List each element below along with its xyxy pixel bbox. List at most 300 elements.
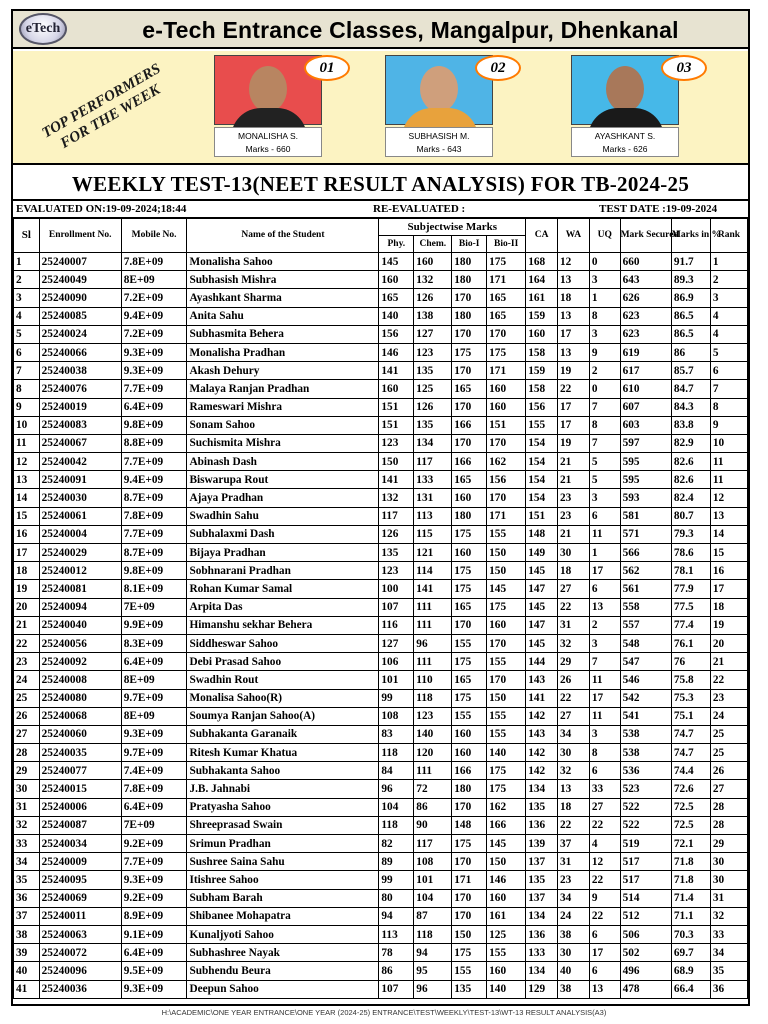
cell-rank: 6 [710,362,747,380]
performer-card-1 [214,55,335,159]
cell-student-name: Shreeprasad Swain [187,816,379,834]
cell-phy: 151 [379,416,414,434]
cell-rank: 14 [710,525,747,543]
cell-mark-secured: 562 [620,562,671,580]
cell-mobile: 9.1E+09 [121,925,187,943]
cell-chem: 108 [414,853,452,871]
cell-chem: 111 [414,653,452,671]
cell-wa: 13 [558,780,590,798]
cell-rank: 3 [710,289,747,307]
cell-bio2: 150 [487,562,526,580]
cell-bio2: 140 [487,744,526,762]
cell-phy: 104 [379,798,414,816]
cell-ca: 164 [526,271,558,289]
cell-mobile: 9.3E+09 [121,871,187,889]
cell-phy: 135 [379,544,414,562]
cell-rank: 28 [710,816,747,834]
cell-sl: 15 [14,507,40,525]
cell-marks-percent: 78.1 [671,562,710,580]
cell-wa: 13 [558,307,590,325]
cell-wa: 38 [558,925,590,943]
cell-wa: 21 [558,453,590,471]
col-ca: CA [526,219,558,253]
cell-sl: 12 [14,453,40,471]
cell-bio1: 175 [452,580,487,598]
cell-wa: 23 [558,489,590,507]
cell-student-name: Shibanee Mohapatra [187,907,379,925]
cell-mobile: 9.9E+09 [121,616,187,634]
cell-ca: 145 [526,598,558,616]
cell-marks-percent: 82.6 [671,453,710,471]
cell-mark-secured: 548 [620,634,671,652]
cell-ca: 136 [526,816,558,834]
cell-rank: 34 [710,944,747,962]
cell-sl: 16 [14,525,40,543]
cell-phy: 106 [379,653,414,671]
cell-mobile: 6.4E+09 [121,798,187,816]
cell-ca: 142 [526,744,558,762]
top-performers-tagline: TOP PERFORMERS FOR THE WEEK [39,60,164,152]
cell-sl: 37 [14,907,40,925]
cell-uq: 3 [589,489,620,507]
cell-phy: 160 [379,271,414,289]
cell-wa: 32 [558,762,590,780]
cell-phy: 107 [379,980,414,998]
cell-mobile: 7E+09 [121,598,187,616]
cell-enrollment: 25240038 [39,362,121,380]
cell-uq: 6 [589,580,620,598]
cell-uq: 0 [589,253,620,271]
top-performers-banner [13,51,748,165]
cell-chem: 123 [414,707,452,725]
cell-rank: 28 [710,798,747,816]
cell-bio2: 160 [487,962,526,980]
cell-wa: 18 [558,562,590,580]
cell-student-name: Kunaljyoti Sahoo [187,925,379,943]
cell-uq: 7 [589,653,620,671]
cell-chem: 96 [414,634,452,652]
cell-student-name: Subhalaxmi Dash [187,525,379,543]
cell-sl: 1 [14,253,40,271]
cell-ca: 158 [526,380,558,398]
cell-student-name: Sobhnarani Pradhan [187,562,379,580]
cell-bio2: 160 [487,889,526,907]
cell-ca: 143 [526,671,558,689]
cell-sl: 28 [14,744,40,762]
cell-enrollment: 25240081 [39,580,121,598]
cell-bio1: 170 [452,434,487,452]
cell-bio1: 160 [452,744,487,762]
table-row [14,580,748,598]
cell-student-name: Monalisha Sahoo [187,253,379,271]
col-enrollment: Enrollment No. [39,219,121,253]
performer-name-tag: SUBHASISH M. Marks - 643 [385,127,493,157]
cell-bio1: 166 [452,416,487,434]
cell-mark-secured: 542 [620,689,671,707]
cell-uq: 5 [589,453,620,471]
evaluation-meta [13,201,748,218]
cell-wa: 31 [558,616,590,634]
table-row [14,453,748,471]
cell-bio1: 180 [452,780,487,798]
cell-phy: 108 [379,707,414,725]
result-title: WEEKLY TEST-13(NEET RESULT ANALYSIS) FOR TB-2024-25 [13,167,748,201]
cell-phy: 141 [379,471,414,489]
cell-bio2: 150 [487,544,526,562]
performer-name-tag: MONALISHA S. Marks - 660 [214,127,322,157]
cell-chem: 86 [414,798,452,816]
cell-mark-secured: 517 [620,853,671,871]
cell-ca: 160 [526,325,558,343]
cell-rank: 27 [710,780,747,798]
cell-mark-secured: 541 [620,707,671,725]
table-row [14,780,748,798]
cell-phy: 132 [379,489,414,507]
cell-mobile: 8.3E+09 [121,634,187,652]
cell-phy: 100 [379,580,414,598]
cell-uq: 17 [589,562,620,580]
cell-chem: 115 [414,525,452,543]
cell-uq: 27 [589,798,620,816]
cell-mark-secured: 597 [620,434,671,452]
cell-marks-percent: 75.8 [671,671,710,689]
cell-marks-percent: 74.7 [671,744,710,762]
cell-bio2: 145 [487,835,526,853]
cell-bio2: 171 [487,271,526,289]
cell-sl: 24 [14,671,40,689]
cell-mark-secured: 502 [620,944,671,962]
cell-marks-percent: 83.8 [671,416,710,434]
cell-phy: 94 [379,907,414,925]
cell-enrollment: 25240029 [39,544,121,562]
cell-chem: 117 [414,835,452,853]
cell-uq: 13 [589,980,620,998]
cell-enrollment: 25240067 [39,434,121,452]
cell-uq: 3 [589,325,620,343]
table-row [14,816,748,834]
cell-ca: 154 [526,434,558,452]
cell-mobile: 9.4E+09 [121,307,187,325]
cell-enrollment: 25240072 [39,944,121,962]
cell-enrollment: 25240077 [39,762,121,780]
cell-uq: 2 [589,616,620,634]
cell-phy: 146 [379,343,414,361]
cell-mark-secured: 546 [620,671,671,689]
cell-wa: 24 [558,907,590,925]
cell-marks-percent: 71.8 [671,853,710,871]
cell-sl: 22 [14,634,40,652]
cell-rank: 19 [710,616,747,634]
table-row [14,325,748,343]
cell-mobile: 8.9E+09 [121,907,187,925]
cell-chem: 117 [414,453,452,471]
table-row [14,871,748,889]
cell-mobile: 9.3E+09 [121,980,187,998]
cell-chem: 111 [414,598,452,616]
cell-chem: 131 [414,489,452,507]
cell-marks-percent: 75.1 [671,707,710,725]
cell-bio2: 162 [487,798,526,816]
cell-wa: 17 [558,416,590,434]
table-row [14,398,748,416]
table-row [14,725,748,743]
table-row [14,616,748,634]
cell-bio1: 165 [452,671,487,689]
cell-student-name: Suchismita Mishra [187,434,379,452]
cell-phy: 82 [379,835,414,853]
cell-sl: 8 [14,380,40,398]
cell-student-name: Subhakanta Garanaik [187,725,379,743]
cell-marks-percent: 84.3 [671,398,710,416]
cell-bio1: 150 [452,925,487,943]
table-row [14,271,748,289]
cell-rank: 15 [710,544,747,562]
file-path-footer: H:\ACADEMIC\ONE YEAR ENTRANCE\ONE YEAR (2024-25) ENTRANCE\TEST\WEEKLY\TEST-13\WT-13 RESULT ANALYSIS(A3) [161,1008,607,1017]
cell-bio1: 175 [452,835,487,853]
cell-chem: 135 [414,416,452,434]
test-date: TEST DATE :19-09-2024 [599,203,718,215]
cell-marks-percent: 86.5 [671,325,710,343]
cell-rank: 22 [710,671,747,689]
cell-chem: 140 [414,725,452,743]
col-bio1: Bio-I [452,236,487,253]
cell-enrollment: 25240009 [39,853,121,871]
col-mark-secured: Mark Secured [620,219,671,253]
cell-bio2: 146 [487,871,526,889]
cell-rank: 10 [710,434,747,452]
table-row [14,634,748,652]
cell-wa: 21 [558,471,590,489]
cell-chem: 120 [414,744,452,762]
cell-uq: 33 [589,780,620,798]
cell-mark-secured: 506 [620,925,671,943]
cell-bio2: 175 [487,762,526,780]
cell-mark-secured: 519 [620,835,671,853]
cell-uq: 6 [589,962,620,980]
cell-ca: 139 [526,835,558,853]
cell-mark-secured: 571 [620,525,671,543]
table-row [14,744,748,762]
cell-marks-percent: 77.9 [671,580,710,598]
cell-sl: 39 [14,944,40,962]
cell-bio2: 170 [487,489,526,507]
cell-enrollment: 25240066 [39,343,121,361]
cell-bio2: 155 [487,725,526,743]
cell-ca: 137 [526,889,558,907]
cell-ca: 135 [526,798,558,816]
cell-enrollment: 25240080 [39,689,121,707]
cell-enrollment: 25240068 [39,707,121,725]
cell-chem: 121 [414,544,452,562]
cell-mark-secured: 643 [620,271,671,289]
cell-wa: 34 [558,889,590,907]
cell-wa: 32 [558,634,590,652]
cell-uq: 9 [589,343,620,361]
cell-student-name: Debi Prasad Sahoo [187,653,379,671]
cell-bio2: 161 [487,907,526,925]
cell-phy: 145 [379,253,414,271]
cell-enrollment: 25240012 [39,562,121,580]
cell-mobile: 7E+09 [121,816,187,834]
cell-marks-percent: 79.3 [671,525,710,543]
cell-student-name: Rohan Kumar Samal [187,580,379,598]
cell-chem: 113 [414,507,452,525]
cell-wa: 13 [558,343,590,361]
cell-bio1: 180 [452,271,487,289]
cell-rank: 35 [710,962,747,980]
cell-phy: 165 [379,289,414,307]
cell-uq: 3 [589,634,620,652]
table-row [14,835,748,853]
cell-marks-percent: 80.7 [671,507,710,525]
cell-student-name: Rameswari Mishra [187,398,379,416]
cell-marks-percent: 71.1 [671,907,710,925]
cell-mobile: 8.1E+09 [121,580,187,598]
cell-mobile: 8E+09 [121,271,187,289]
cell-ca: 156 [526,398,558,416]
cell-chem: 104 [414,889,452,907]
cell-uq: 22 [589,907,620,925]
table-row [14,762,748,780]
col-phy: Phy. [379,236,414,253]
cell-wa: 30 [558,544,590,562]
cell-enrollment: 25240092 [39,653,121,671]
cell-mobile: 7.8E+09 [121,507,187,525]
cell-bio2: 171 [487,362,526,380]
cell-mark-secured: 536 [620,762,671,780]
cell-bio2: 175 [487,598,526,616]
cell-bio2: 171 [487,507,526,525]
cell-mark-secured: 595 [620,471,671,489]
col-subjectwise: Subjectwise Marks [379,219,526,236]
cell-phy: 160 [379,380,414,398]
cell-bio1: 166 [452,762,487,780]
table-row [14,343,748,361]
cell-bio2: 155 [487,944,526,962]
cell-enrollment: 25240063 [39,925,121,943]
cell-marks-percent: 74.4 [671,762,710,780]
col-chem: Chem. [414,236,452,253]
table-row [14,380,748,398]
cell-student-name: Bijaya Pradhan [187,544,379,562]
cell-marks-percent: 71.8 [671,871,710,889]
cell-mobile: 9.5E+09 [121,962,187,980]
cell-rank: 30 [710,853,747,871]
cell-uq: 11 [589,525,620,543]
cell-rank: 5 [710,343,747,361]
cell-bio2: 160 [487,380,526,398]
cell-enrollment: 25240015 [39,780,121,798]
table-row [14,980,748,998]
cell-phy: 78 [379,944,414,962]
cell-sl: 27 [14,725,40,743]
cell-student-name: J.B. Jahnabi [187,780,379,798]
cell-mark-secured: 623 [620,325,671,343]
cell-mark-secured: 617 [620,362,671,380]
cell-chem: 72 [414,780,452,798]
result-rows [14,253,748,999]
cell-wa: 22 [558,816,590,834]
cell-bio2: 165 [487,307,526,325]
cell-phy: 118 [379,744,414,762]
cell-student-name: Arpita Das [187,598,379,616]
cell-sl: 26 [14,707,40,725]
cell-student-name: Subhashree Nayak [187,944,379,962]
cell-chem: 110 [414,671,452,689]
cell-sl: 11 [14,434,40,452]
cell-mark-secured: 522 [620,816,671,834]
cell-uq: 7 [589,398,620,416]
cell-enrollment: 25240034 [39,835,121,853]
cell-marks-percent: 91.7 [671,253,710,271]
cell-student-name: Swadhin Sahu [187,507,379,525]
cell-mark-secured: 581 [620,507,671,525]
institute-header [13,11,748,49]
rank-badge: 03 [661,55,707,81]
cell-chem: 127 [414,325,452,343]
cell-ca: 145 [526,562,558,580]
cell-uq: 13 [589,598,620,616]
cell-mark-secured: 547 [620,653,671,671]
re-evaluated: RE-EVALUATED : [373,203,466,215]
cell-phy: 116 [379,616,414,634]
cell-ca: 154 [526,471,558,489]
cell-rank: 4 [710,325,747,343]
cell-wa: 19 [558,434,590,452]
cell-student-name: Subhakanta Sahoo [187,762,379,780]
cell-ca: 143 [526,725,558,743]
cell-student-name: Swadhin Rout [187,671,379,689]
cell-uq: 6 [589,507,620,525]
table-row [14,944,748,962]
cell-marks-percent: 69.7 [671,944,710,962]
cell-uq: 0 [589,380,620,398]
cell-marks-percent: 72.6 [671,780,710,798]
cell-mark-secured: 626 [620,289,671,307]
cell-wa: 18 [558,289,590,307]
cell-ca: 168 [526,253,558,271]
cell-chem: 125 [414,380,452,398]
cell-wa: 19 [558,362,590,380]
col-bio2: Bio-II [487,236,526,253]
cell-bio1: 170 [452,362,487,380]
cell-bio1: 175 [452,689,487,707]
table-row [14,253,748,271]
cell-marks-percent: 76.1 [671,634,710,652]
cell-bio1: 165 [452,598,487,616]
cell-phy: 113 [379,925,414,943]
cell-mark-secured: 595 [620,453,671,471]
cell-uq: 7 [589,434,620,452]
table-row [14,598,748,616]
result-sheet [11,9,750,1006]
cell-bio1: 170 [452,325,487,343]
cell-marks-percent: 84.7 [671,380,710,398]
cell-bio2: 175 [487,253,526,271]
cell-sl: 25 [14,689,40,707]
cell-bio2: 155 [487,525,526,543]
cell-phy: 150 [379,453,414,471]
cell-phy: 107 [379,598,414,616]
cell-rank: 12 [710,489,747,507]
institute-name: e-Tech Entrance Classes, Mangalpur, Dhenkanal [142,17,679,43]
cell-enrollment: 25240087 [39,816,121,834]
cell-bio2: 155 [487,653,526,671]
cell-wa: 23 [558,507,590,525]
cell-enrollment: 25240035 [39,744,121,762]
cell-ca: 147 [526,580,558,598]
cell-student-name: Monalisha Pradhan [187,343,379,361]
